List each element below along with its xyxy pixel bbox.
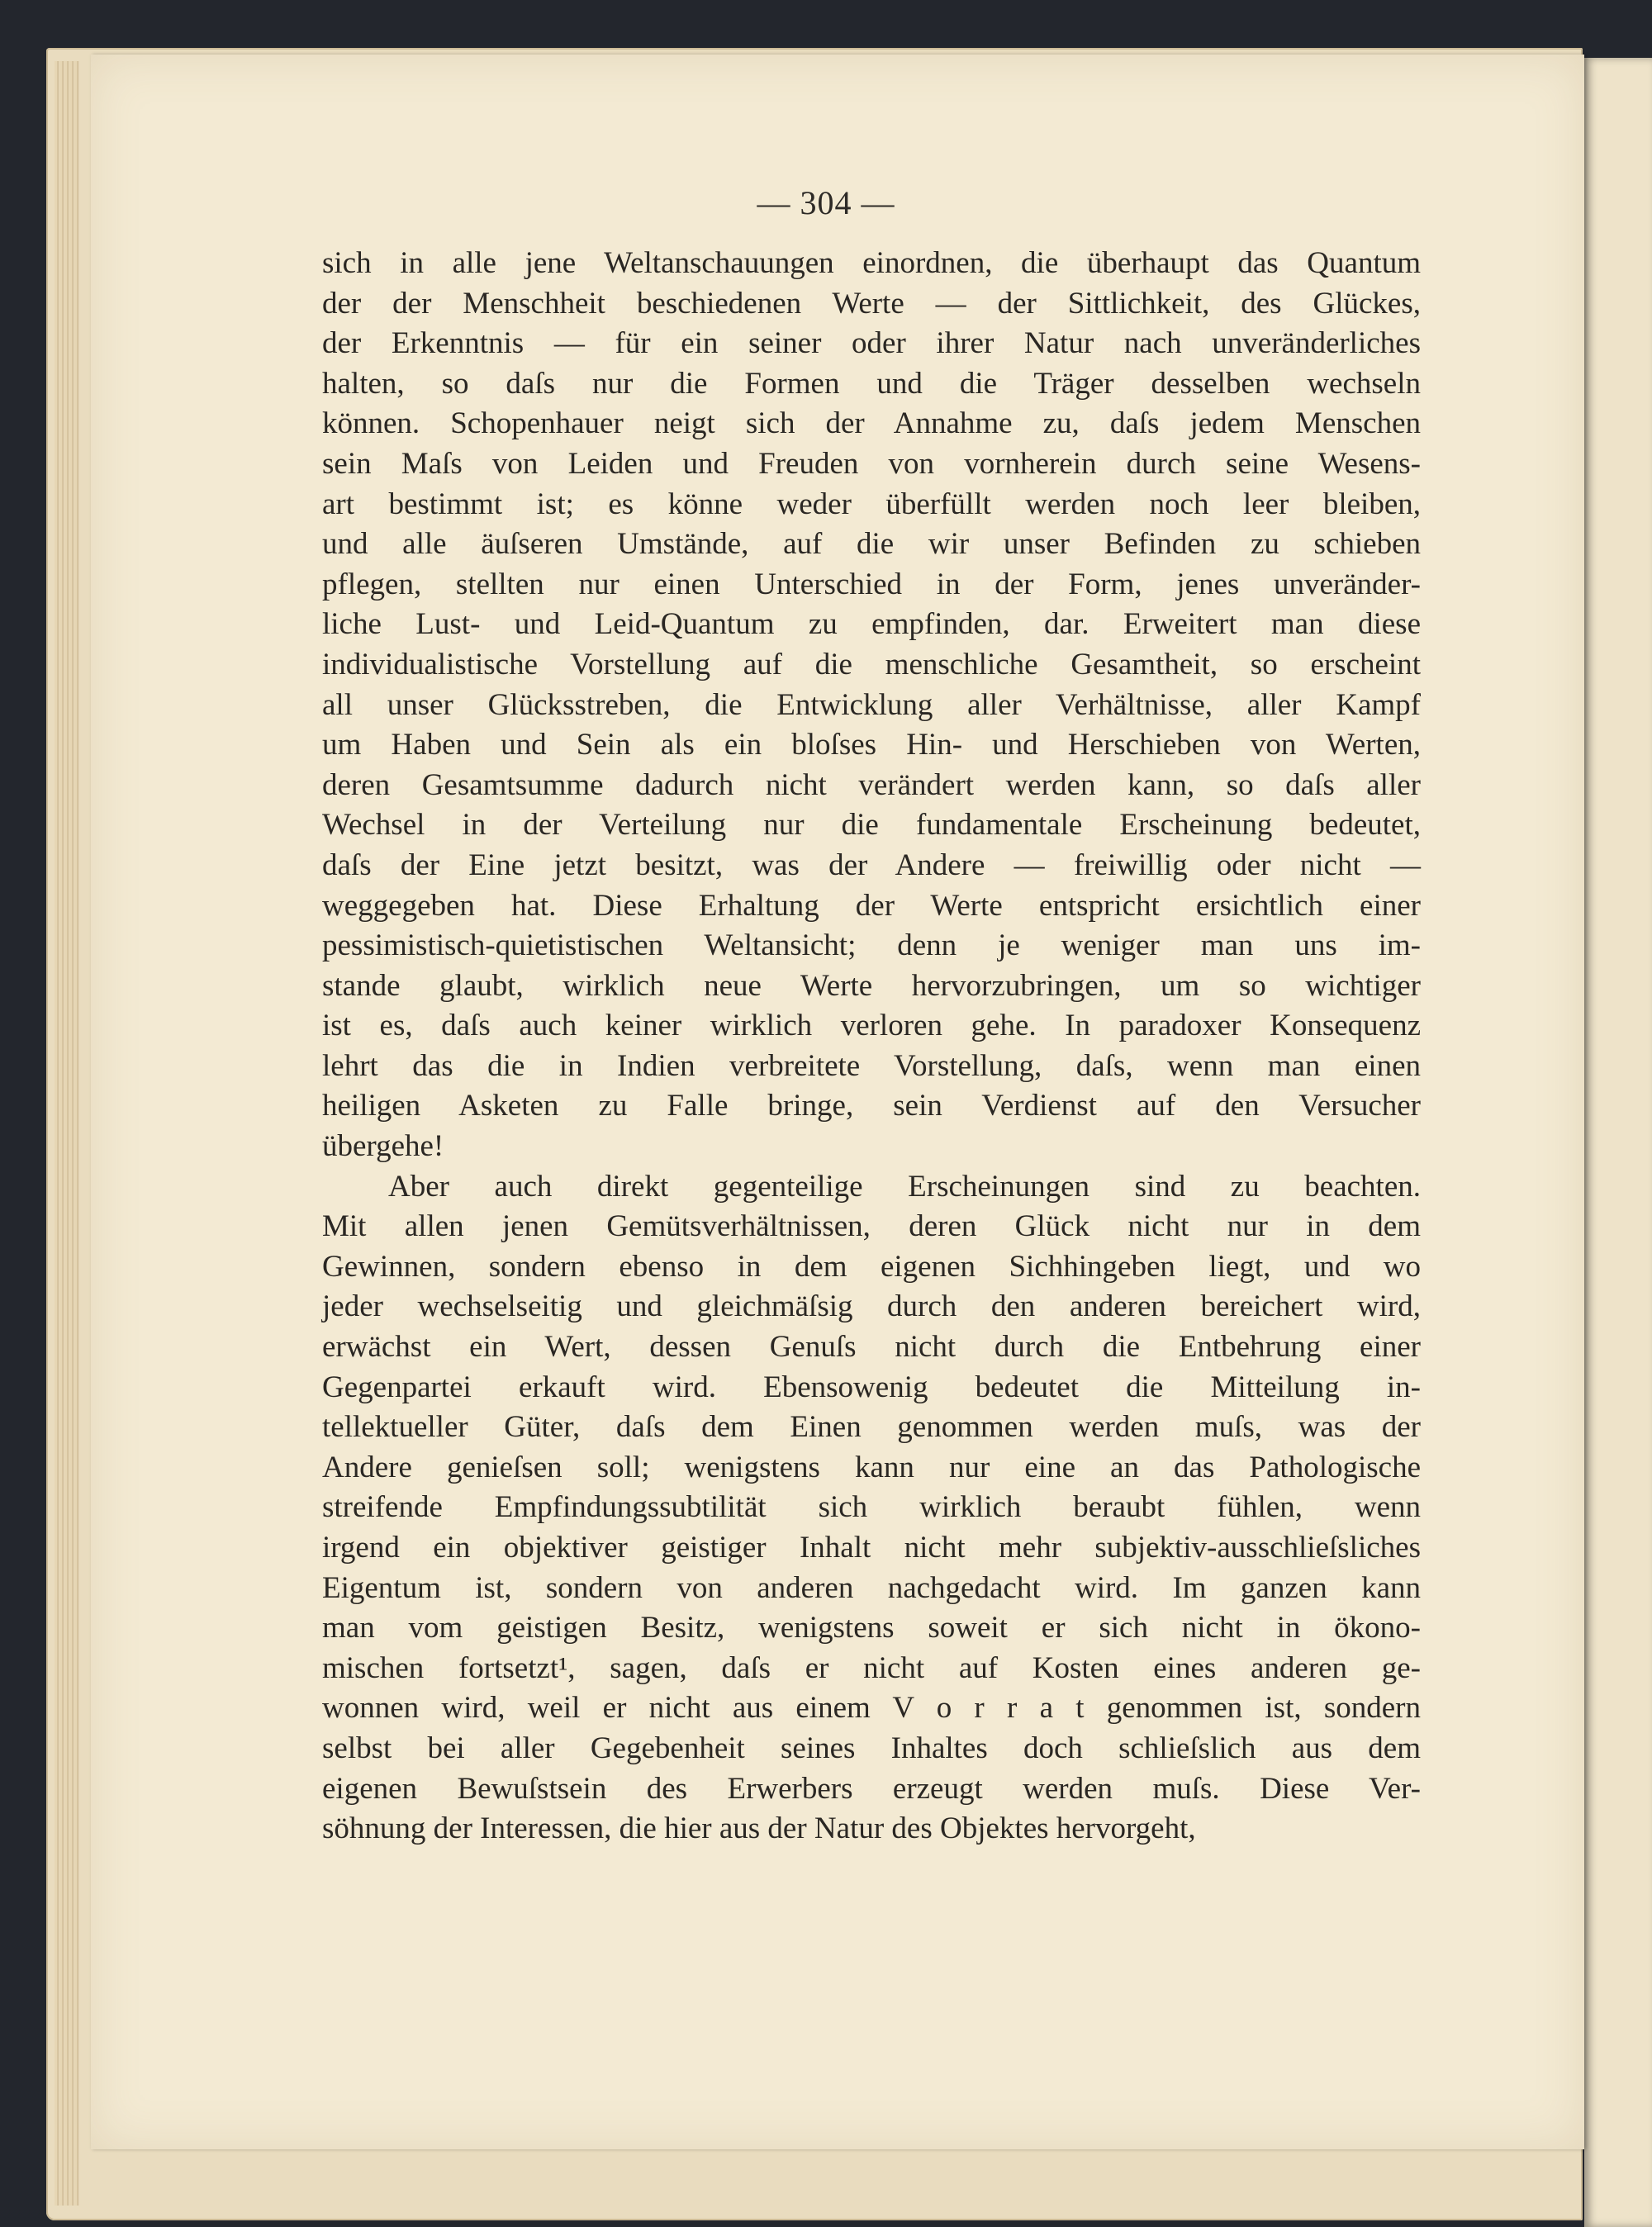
text-line: und alle äuſseren Umstände, auf die wir unser Befinden zu schieben [322,527,1421,562]
text-line: mischen fortsetzt¹, sagen, daſs er nicht auf Kosten eines anderen ge- [322,1650,1421,1685]
text-line: streifende Empfindungssubtilität sich wirklich beraubt fühlen, wenn [322,1490,1421,1525]
page-number-header: — 304 — [757,184,895,221]
text-line: weggegeben hat. Diese Erhaltung der Werte entspricht ersichtlich einer [322,888,1421,923]
text-line: können. Schopenhauer neigt sich der Annahme zu, daſs jedem Menschen [322,406,1421,441]
text-line: Mit allen jenen Gemütsverhältnissen, deren Glück nicht nur in dem [322,1209,1421,1244]
text-line: der der Menschheit beschiedenen Werte — der Sittlichkeit, des Glückes, [322,286,1421,321]
text-line: selbst bei aller Gegebenheit seines Inhaltes doch schlieſslich aus dem [322,1731,1421,1765]
text-line: halten, so daſs nur die Formen und die Träger desselben wechseln [322,366,1421,401]
page-edges [55,61,79,2206]
text-line: eigenen Bewuſstsein des Erwerbers erzeugt werden muſs. Diese Ver- [322,1771,1421,1806]
paragraph [322,244,1421,1167]
text-line: man vom geistigen Besitz, wenigstens soweit er sich nicht in ökono- [322,1611,1421,1645]
text-line: Wechsel in der Verteilung nur die fundamentale Erscheinung bedeutet, [322,808,1421,843]
paragraph [322,1167,1421,1850]
text-line: heiligen Asketen zu Falle bringe, sein Verdienst auf den Versucher [322,1089,1421,1123]
text-line: deren Gesamtsumme dadurch nicht verändert werden kann, so daſs aller [322,767,1421,802]
text-line: ist es, daſs auch keiner wirklich verloren gehe. In paradoxer Konsequenz [322,1009,1421,1043]
text-line: erwächst ein Wert, dessen Genuſs nicht durch die Entbehrung einer [322,1330,1421,1365]
text-line: der Erkenntnis — für ein seiner oder ihrer Natur nach unveränderliches [322,326,1421,361]
text-line: art bestimmt ist; es könne weder überfüllt werden noch leer bleiben, [322,487,1421,521]
text-line: stande glaubt, wirklich neue Werte hervorzubringen, um so wichtiger [322,968,1421,1003]
text-line: liche Lust- und Leid-Quantum zu empfinden, dar. Erweitert man diese [322,607,1421,642]
text-line: um Haben und Sein als ein bloſses Hin- und Herschieben von Werten, [322,728,1421,762]
text-line: wonnen wird, weil er nicht aus einem V o r r a t genommen ist, sondern [322,1691,1421,1726]
text-line: individualistische Vorstellung auf die menschliche Gesamtheit, so erscheint [322,647,1421,681]
text-line: Eigentum ist, sondern von anderen nachgedacht wird. Im ganzen kann [322,1570,1421,1605]
text-line: jeder wechselseitig und gleichmäſsig durch den anderen bereichert wird, [322,1289,1421,1324]
text-line: Aber auch direkt gegenteilige Erscheinungen sind zu beachten. [388,1169,1421,1204]
text-line: Gegenpartei erkauft wird. Ebensowenig bedeutet die Mitteilung in- [322,1370,1421,1404]
text-line: pflegen, stellten nur einen Unterschied in der Form, jenes unveränder- [322,567,1421,601]
text-line: daſs der Eine jetzt besitzt, was der Andere — freiwillig oder nicht — [322,848,1421,882]
facing-page-edge [1584,58,1652,2227]
text-line: all unser Glücksstreben, die Entwicklung aller Verhältnisse, aller Kampf [322,687,1421,722]
text-line: söhnung der Interessen, die hier aus der Natur des Objektes hervorgeht, [322,1812,1196,1846]
text-line: lehrt das die in Indien verbreitete Vorstellung, daſs, wenn man einen [322,1048,1421,1083]
text-line: tellektueller Güter, daſs dem Einen genommen werden muſs, was der [322,1410,1421,1445]
body-text [322,244,1421,1850]
text-line: übergehe! [322,1129,444,1164]
text-line: irgend ein objektiver geistiger Inhalt nicht mehr subjektiv-ausschlieſsliches [322,1531,1421,1565]
text-line: sein Maſs von Leiden und Freuden von vornherein durch seine Wesens- [322,446,1421,481]
text-line: pessimistisch-quietistischen Weltansicht; denn je weniger man uns im- [322,928,1421,963]
text-line: Andere genieſsen soll; wenigstens kann nur eine an das Pathologische [322,1450,1421,1484]
text-line: sich in alle jene Weltanschauungen einordnen, die überhaupt das Quantum [322,246,1421,280]
text-line: Gewinnen, sondern ebenso in dem eigenen Sichhingeben liegt, und wo [322,1249,1421,1284]
